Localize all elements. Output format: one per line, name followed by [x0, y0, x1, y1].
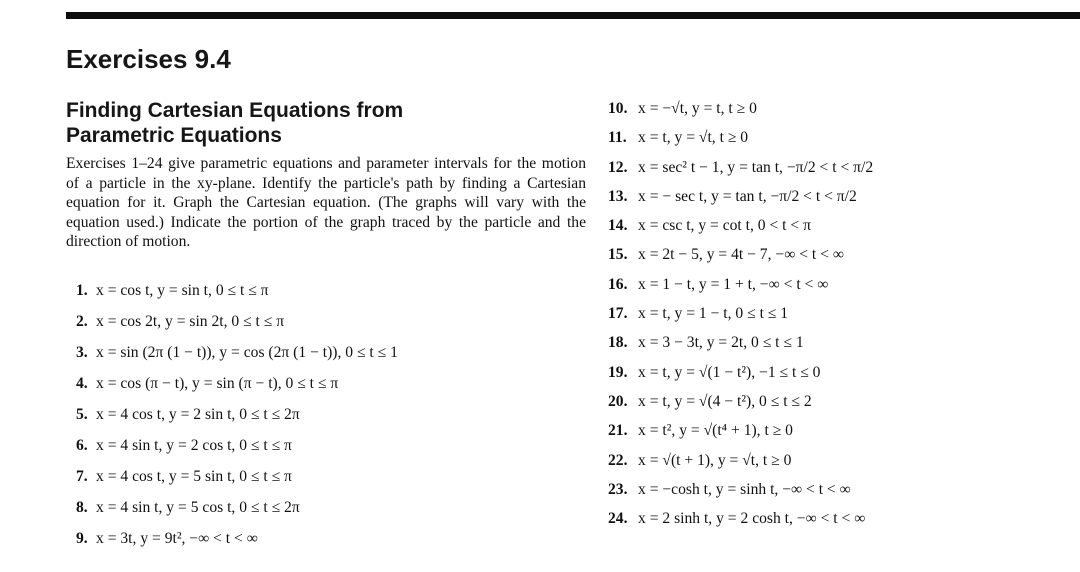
- right-exercise-list: [608, 100, 873, 539]
- exercise-number: 24.: [608, 510, 628, 528]
- exercise-item: [608, 217, 873, 246]
- exercise-number: 13.: [608, 187, 628, 205]
- exercise-equation: x = −cosh t, y = sinh t, −∞ < t < ∞: [638, 480, 851, 498]
- section-title: Exercises 9.4: [66, 44, 231, 74]
- exercise-number: 4.: [76, 375, 88, 392]
- exercise-equation: x = 3t, y = 9t², −∞ < t < ∞: [96, 530, 258, 547]
- exercise-number: 22.: [608, 451, 628, 469]
- subsection-heading-line2: Parametric Equations: [66, 124, 282, 147]
- exercise-number: 18.: [608, 334, 628, 352]
- left-exercise-list: [76, 282, 398, 561]
- exercise-item: [608, 334, 873, 363]
- exercise-equation: x = cos t, y = sin t, 0 ≤ t ≤ π: [96, 282, 269, 299]
- exercise-item: [608, 129, 873, 158]
- exercise-number: 19.: [608, 363, 628, 381]
- exercise-number: 9.: [76, 530, 88, 547]
- exercise-item: [76, 406, 398, 437]
- exercise-item: [608, 364, 873, 393]
- subsection-heading-line1: Finding Cartesian Equations from: [66, 99, 404, 122]
- exercise-equation: x = √(t + 1), y = √t, t ≥ 0: [638, 451, 792, 469]
- exercise-equation: x = sec² t − 1, y = tan t, −π/2 < t < π/2: [638, 158, 874, 176]
- exercise-number: 3.: [76, 344, 88, 361]
- top-rule: [66, 12, 1080, 19]
- exercise-equation: x = 3 − 3t, y = 2t, 0 ≤ t ≤ 1: [638, 334, 804, 352]
- exercise-number: 8.: [76, 499, 88, 516]
- exercise-item: [608, 276, 873, 305]
- exercise-equation: x = 4 sin t, y = 5 cos t, 0 ≤ t ≤ 2π: [96, 499, 300, 516]
- exercise-item: [76, 468, 398, 499]
- exercise-number: 2.: [76, 313, 88, 330]
- exercise-number: 17.: [608, 305, 628, 323]
- exercise-item: [608, 159, 873, 188]
- exercise-item: [76, 313, 398, 344]
- exercise-equation: x = 2 sinh t, y = 2 cosh t, −∞ < t < ∞: [638, 510, 866, 528]
- exercise-item: [76, 437, 398, 468]
- exercise-number: 14.: [608, 217, 628, 235]
- exercise-item: [76, 530, 398, 561]
- exercise-number: 12.: [608, 158, 628, 176]
- exercise-item: [76, 344, 398, 375]
- exercise-equation: x = t², y = √(t⁴ + 1), t ≥ 0: [638, 422, 793, 440]
- exercise-number: 7.: [76, 468, 88, 485]
- exercise-equation: x = t, y = √(1 − t²), −1 ≤ t ≤ 0: [638, 363, 821, 381]
- exercise-number: 23.: [608, 480, 628, 498]
- exercise-equation: x = −√t, y = t, t ≥ 0: [638, 100, 757, 117]
- exercise-item: [76, 499, 398, 530]
- exercise-number: 11.: [608, 129, 627, 147]
- exercise-equation: x = t, y = √(4 − t²), 0 ≤ t ≤ 2: [638, 392, 812, 410]
- exercise-item: [608, 510, 873, 539]
- subsection-heading: [66, 98, 586, 148]
- exercise-number: 10.: [608, 100, 628, 117]
- exercise-item: [608, 100, 873, 129]
- exercise-item: [76, 375, 398, 406]
- exercise-item: [608, 481, 873, 510]
- exercise-number: 5.: [76, 406, 88, 423]
- exercise-item: [76, 282, 398, 313]
- exercise-number: 20.: [608, 392, 628, 410]
- exercise-item: [608, 188, 873, 217]
- exercise-item: [608, 422, 873, 451]
- exercise-equation: x = cos 2t, y = sin 2t, 0 ≤ t ≤ π: [96, 313, 285, 330]
- exercise-number: 16.: [608, 275, 628, 293]
- exercise-equation: x = sin (2π (1 − t)), y = cos (2π (1 − t)), 0 ≤ t ≤ 1: [96, 344, 398, 361]
- exercise-equation: x = 4 cos t, y = 5 sin t, 0 ≤ t ≤ π: [96, 468, 292, 485]
- exercise-equation: x = t, y = 1 − t, 0 ≤ t ≤ 1: [638, 305, 789, 323]
- exercise-item: [608, 393, 873, 422]
- exercise-item: [608, 305, 873, 334]
- exercise-equation: x = 4 sin t, y = 2 cos t, 0 ≤ t ≤ π: [96, 437, 292, 454]
- exercise-equation: x = csc t, y = cot t, 0 < t < π: [638, 217, 811, 235]
- exercise-equation: x = 1 − t, y = 1 + t, −∞ < t < ∞: [638, 275, 829, 293]
- exercise-equation: x = t, y = √t, t ≥ 0: [638, 129, 749, 147]
- exercise-equation: x = cos (π − t), y = sin (π − t), 0 ≤ t ≤ π: [96, 375, 339, 392]
- exercise-item: [608, 452, 873, 481]
- exercise-equation: x = 2t − 5, y = 4t − 7, −∞ < t < ∞: [638, 246, 844, 264]
- exercise-equation: x = 4 cos t, y = 2 sin t, 0 ≤ t ≤ 2π: [96, 406, 300, 423]
- exercise-number: 1.: [76, 282, 88, 299]
- intro-paragraph: Exercises 1–24 give parametric equations and parameter intervals for the motion of a particle in the xy-plane. Identify the particle's path by finding a Cartesian equation for it. Graph the Cartesian equation. (The graphs will vary with the equation used.) Indicate the portion of the graph traced by the particle and the direction of motion.: [66, 155, 586, 250]
- exercise-equation: x = − sec t, y = tan t, −π/2 < t < π/2: [638, 187, 857, 205]
- exercise-number: 21.: [608, 422, 628, 440]
- exercise-item: [608, 246, 873, 275]
- exercise-number: 15.: [608, 246, 628, 264]
- exercise-number: 6.: [76, 437, 88, 454]
